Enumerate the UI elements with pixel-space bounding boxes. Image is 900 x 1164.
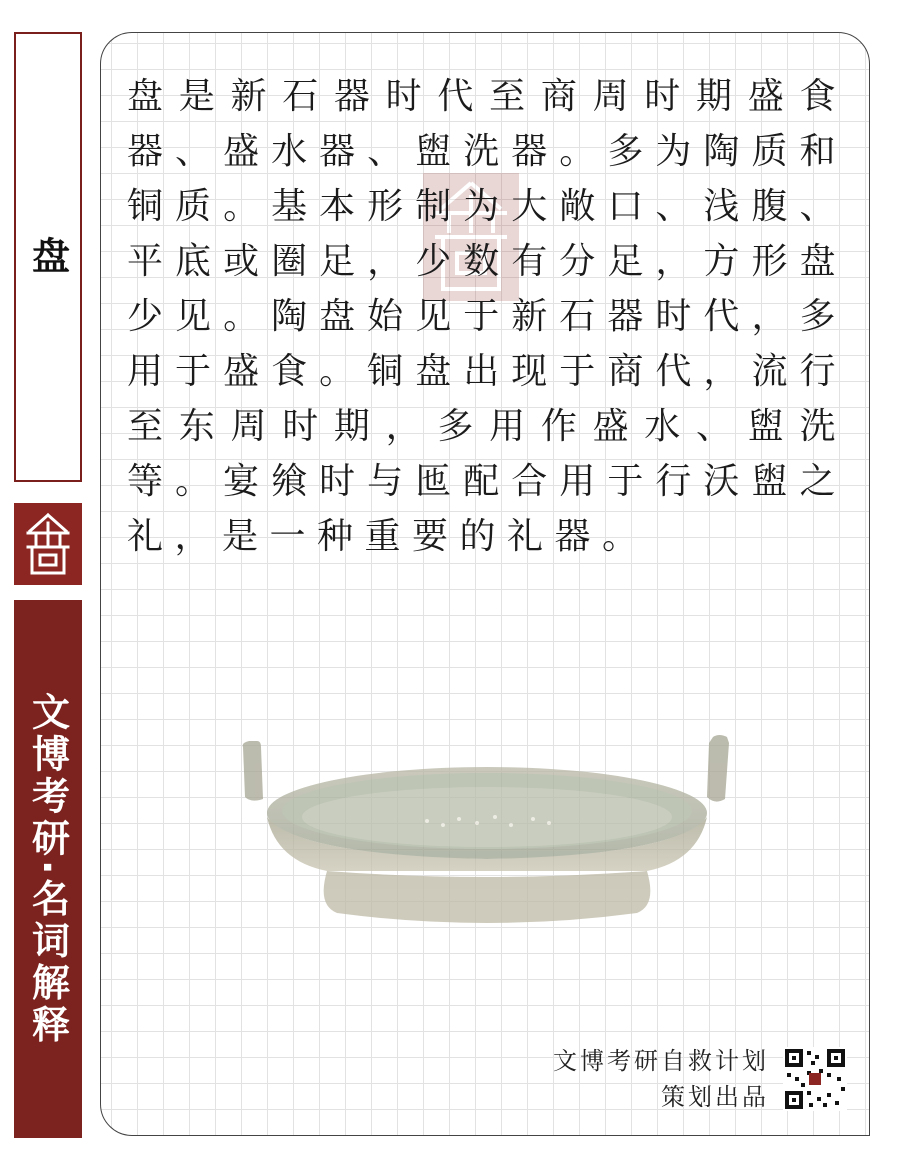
bronze-pan-image <box>237 733 737 933</box>
seal-logo <box>14 503 82 585</box>
qr-code-icon[interactable] <box>783 1047 847 1111</box>
credit-line-2: 策划出品 <box>661 1083 769 1111</box>
content-card <box>100 32 870 1136</box>
credit-line-1: 文博考研自救计划 <box>553 1047 769 1075</box>
term-title: 盘 <box>25 236 71 278</box>
term-title-box <box>14 32 82 482</box>
series-label-box <box>14 600 82 1138</box>
seal-logo-icon <box>22 511 74 577</box>
series-label: 文博考研·名词解释 <box>25 691 70 1047</box>
definition-text: 盘是新石器时代至商周时期盛食器、盛水器、盥洗器。多为陶质和铜质。基本形制为大敞口、浅腹、平底或圈足，少数有分足，方形盘少见。陶盘始见于新石器时代，多用于盛食。铜盘出现于商代，流行至东周时期，多用作盛水、盥洗等。宴飨时与匜配合用于行沃盥之礼，是一种重要的礼器。 <box>127 76 847 557</box>
credit-block <box>553 1043 769 1115</box>
